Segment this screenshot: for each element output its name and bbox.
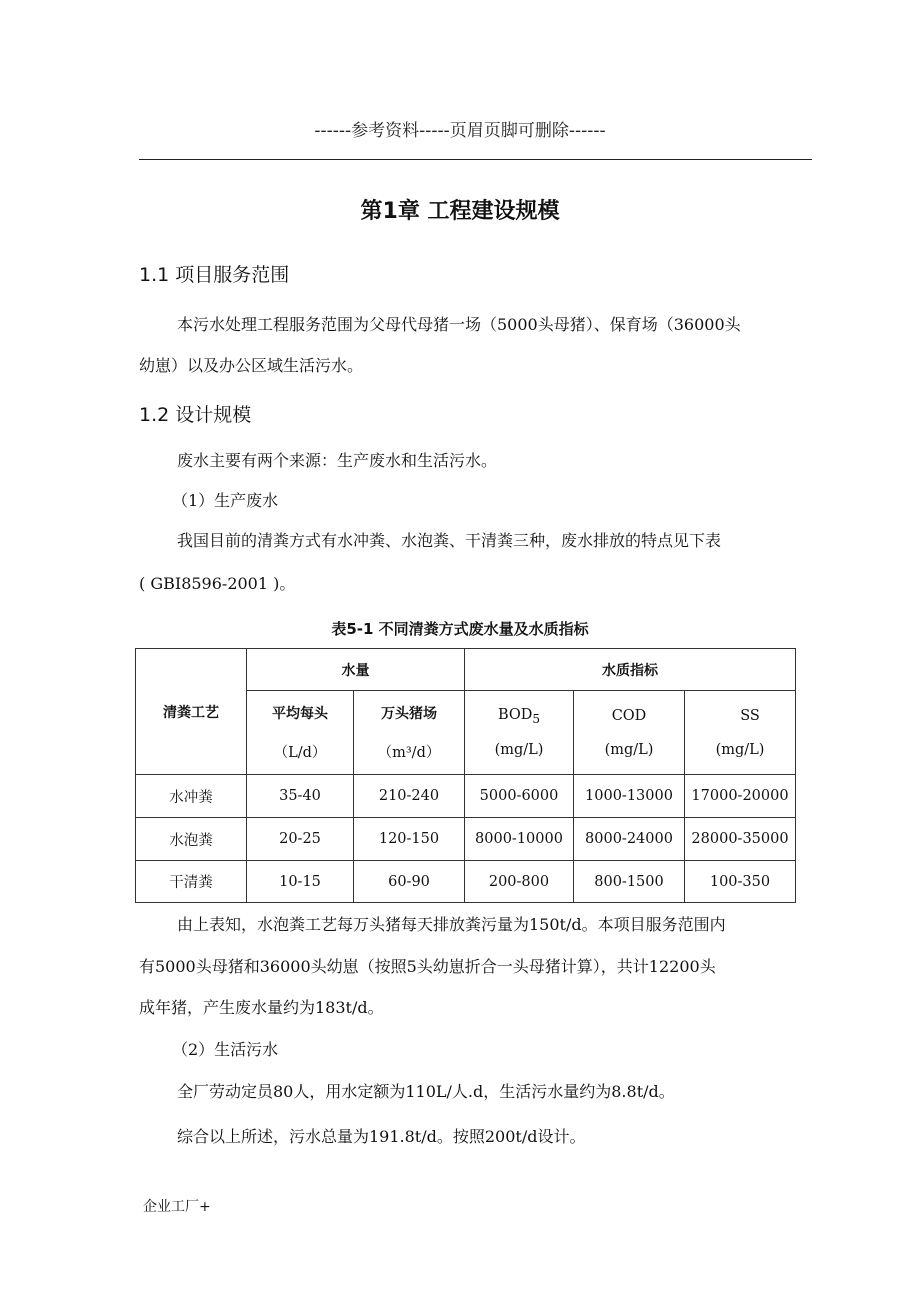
page-footer: 企业工厂+ bbox=[143, 1199, 211, 1215]
cell: 100-350 bbox=[685, 861, 796, 903]
paragraph-line: 成年猪，产生废水量约为183t/d。 bbox=[139, 998, 384, 1017]
subheader-unit: (mg/L) bbox=[604, 741, 654, 758]
cell: 28000-35000 bbox=[685, 818, 796, 861]
subheader-unit: （m³/d） bbox=[377, 745, 441, 761]
header-rule bbox=[139, 159, 812, 160]
paragraph-line: ( GBI8596-2001 )。 bbox=[139, 574, 296, 593]
cell: 210-240 bbox=[354, 775, 465, 818]
header-water: 水量 bbox=[247, 649, 465, 691]
cell: 20-25 bbox=[247, 818, 354, 861]
cell: 35-40 bbox=[247, 775, 354, 818]
cell: 10-15 bbox=[247, 861, 354, 903]
cell: 水泡粪 bbox=[136, 818, 247, 861]
section-heading: 1.1 项目服务范围 bbox=[139, 264, 290, 286]
paragraph-line: 由上表知，水泡粪工艺每万头猪每天排放粪污量为150t/d。本项目服务范围内 bbox=[177, 915, 726, 934]
section-heading: 1.2 设计规模 bbox=[139, 404, 252, 426]
subheader bbox=[574, 691, 685, 775]
subheader-name: SS bbox=[740, 707, 760, 724]
subheader-name: 平均每头 bbox=[272, 706, 328, 722]
paragraph-line: 全厂劳动定员80人，用水定额为110L/人.d，生活污水量约为8.8t/d。 bbox=[177, 1082, 675, 1101]
header-process: 清粪工艺 bbox=[136, 649, 247, 775]
subheader-unit: (mg/L) bbox=[715, 741, 765, 758]
table-row bbox=[136, 818, 796, 861]
subheader bbox=[685, 691, 796, 775]
paragraph-line: 废水主要有两个来源：生产废水和生活污水。 bbox=[177, 451, 498, 470]
subheading: （1）生产废水 bbox=[172, 491, 279, 510]
cell: 17000-20000 bbox=[685, 775, 796, 818]
subheader-name: COD bbox=[611, 707, 647, 724]
cell: 5000-6000 bbox=[465, 775, 574, 818]
paragraph-line: 幼崽）以及办公区域生活污水。 bbox=[139, 356, 364, 375]
subheader bbox=[465, 691, 574, 775]
page-header: ------参考资料-----页眉页脚可删除------ bbox=[314, 121, 606, 141]
paragraph-line: 有5000头母猪和36000头幼崽（按照5头幼崽折合一头母猪计算），共计12200头 bbox=[139, 957, 716, 976]
table-row bbox=[136, 775, 796, 818]
subheader bbox=[247, 691, 354, 775]
subheader bbox=[354, 691, 465, 775]
cell: 120-150 bbox=[354, 818, 465, 861]
cell: 1000-13000 bbox=[574, 775, 685, 818]
subheader-name: BOD bbox=[497, 707, 533, 724]
cell: 干清粪 bbox=[136, 861, 247, 903]
subheader-name: 万头猪场 bbox=[381, 706, 437, 722]
data-table bbox=[135, 648, 796, 903]
subheader-unit: （L/d） bbox=[273, 745, 327, 761]
cell: 60-90 bbox=[354, 861, 465, 903]
cell: 8000-24000 bbox=[574, 818, 685, 861]
paragraph-line: 我国目前的清粪方式有水冲粪、水泡粪、干清粪三种，废水排放的特点见下表 bbox=[177, 531, 722, 550]
table-row bbox=[136, 861, 796, 903]
subheading: （2）生活污水 bbox=[172, 1040, 279, 1059]
cell: 800-1500 bbox=[574, 861, 685, 903]
cell: 水冲粪 bbox=[136, 775, 247, 818]
paragraph-line: 综合以上所述，污水总量为191.8t/d。按照200t/d设计。 bbox=[177, 1127, 586, 1146]
header-quality: 水质指标 bbox=[465, 649, 796, 691]
paragraph-line: 本污水处理工程服务范围为父母代母猪一场（5000头母猪）、保育场（36000头 bbox=[177, 315, 741, 334]
subheader-subscript: 5 bbox=[532, 711, 541, 726]
chapter-title: 第1章 工程建设规模 bbox=[360, 199, 560, 224]
cell: 8000-10000 bbox=[465, 818, 574, 861]
cell: 200-800 bbox=[465, 861, 574, 903]
table-caption: 表5-1 不同清粪方式废水量及水质指标 bbox=[331, 620, 589, 638]
subheader-unit: (mg/L) bbox=[494, 741, 544, 758]
